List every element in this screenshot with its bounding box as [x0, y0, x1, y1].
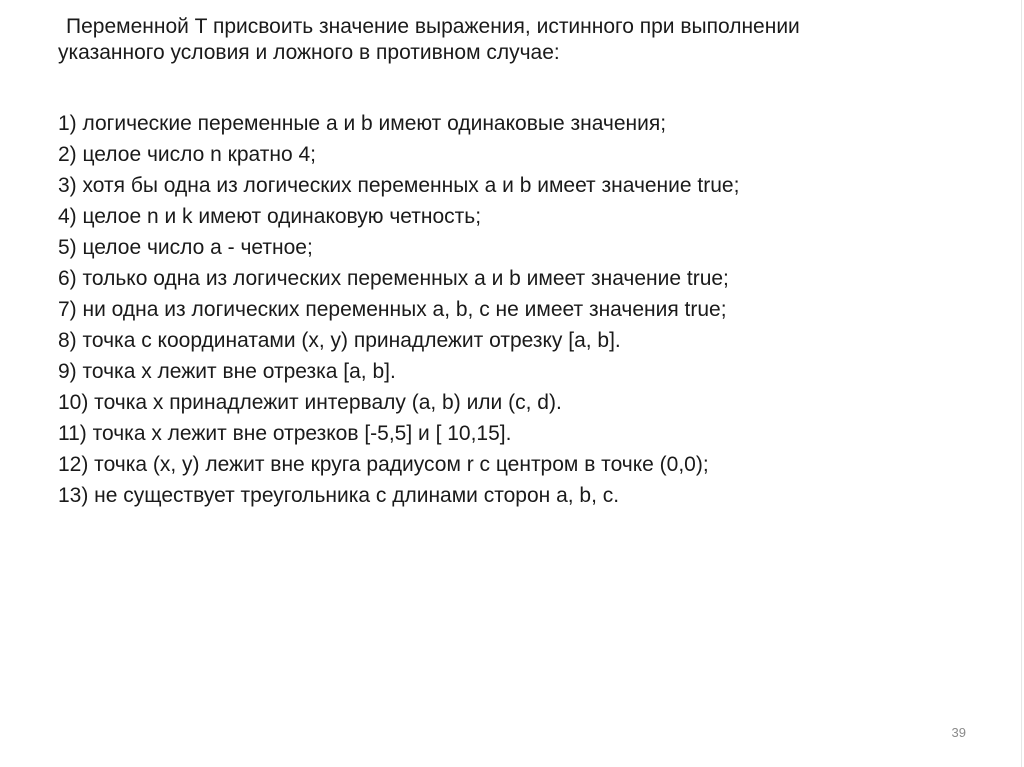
list-item: 8) точка с координатами (x, y) принадлежит отрезку [a, b]. — [58, 329, 621, 352]
intro-line-1: Переменной T присвоить значение выражения, истинного при выполнении — [66, 15, 800, 38]
list-item: 4) целое n и k имеют одинаковую четность; — [58, 205, 482, 228]
list-item: 2) целое число n кратно 4; — [58, 143, 316, 166]
intro-line-2: указанного условия и ложного в противном случае: — [58, 41, 560, 64]
list-item: 5) целое число a - четное; — [58, 236, 313, 259]
task-intro — [58, 14, 958, 66]
list-item: 6) только одна из логических переменных a и b имеет значение true; — [58, 267, 729, 290]
list-item: 10) точка x принадлежит интервалу (a, b) или (c, d). — [58, 391, 562, 414]
list-item: 3) хотя бы одна из логических переменных a и b имеет значение true; — [58, 174, 740, 197]
page-number: 39 — [951, 725, 966, 740]
list-item: 7) ни одна из логических переменных a, b, c не имеет значения true; — [58, 298, 727, 321]
slide-edge-divider — [1021, 0, 1022, 767]
list-item: 9) точка x лежит вне отрезка [a, b]. — [58, 360, 396, 383]
task-list — [58, 108, 978, 511]
list-item: 13) не существует треугольника с длинами сторон a, b, c. — [58, 484, 620, 507]
list-item: 11) точка x лежит вне отрезков [-5,5] и [ 10,15]. — [58, 422, 512, 445]
list-item: 12) точка (x, y) лежит вне круга радиусом r с центром в точке (0,0); — [58, 453, 709, 476]
list-item: 1) логические переменные a и b имеют одинаковые значения; — [58, 112, 667, 135]
